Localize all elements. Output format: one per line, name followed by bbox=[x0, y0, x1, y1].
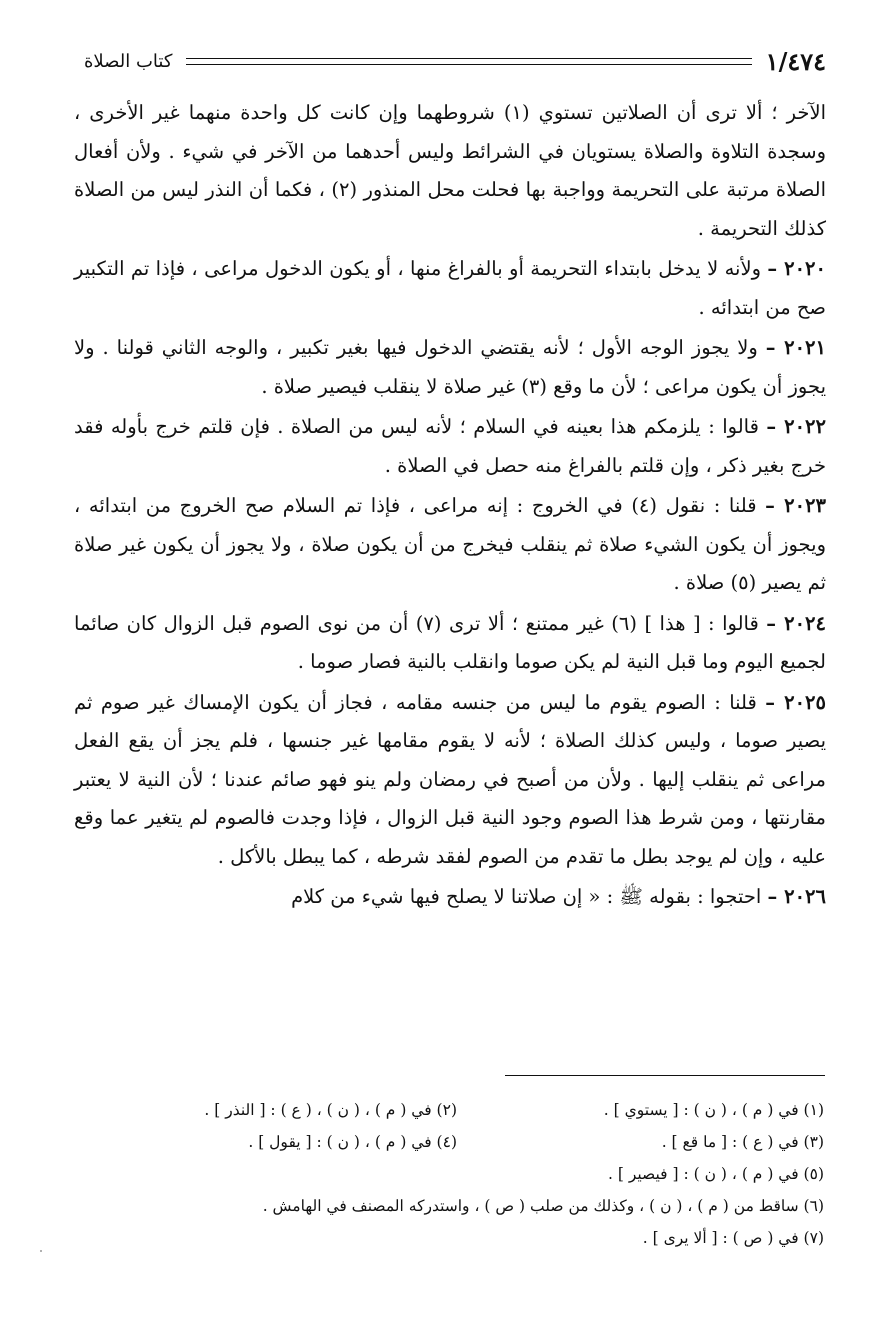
paragraph-text: ولأنه لا يدخل بابتداء التحريمة أو بالفراغ منها ، أو يكون الدخول مراعى ، فإذا تم التكبير صح من ابتدائه . bbox=[74, 257, 826, 319]
footnote-6: (٦) ساقط من ( م ) ، ( ن ) ، وكذلك من صلب ( ص ) ، واستدركه المصنف في الهامش . bbox=[262, 1197, 824, 1215]
paragraph-text: ولا يجوز الوجه الأول ؛ لأنه يقتضي الدخول فيها بغير تكبير ، والوجه الثاني قولنا . ولا يجوز أن يكون مراعى ؛ لأن ما وقع (٣) غير صلاة لا ينقلب فيصير صلاة . bbox=[74, 336, 826, 398]
paragraph-text: قالوا : يلزمكم هذا بعينه في السلام ؛ لأنه ليس من الصلاة . فإن قلتم خرج بأوله فقد خرج بغير ذكر ، وإن قلتم بالفراغ منه حصل في الصلاة . bbox=[74, 415, 826, 477]
paragraph-text: الآخر ؛ ألا ترى أن الصلاتين تستوي (١) شروطهما وإن كانت كل واحدة منهما غير الأخرى ، وسجدة التلاوة والصلاة يستويان في الشرائط وليس أحدهما من الآخر في شيء . ولأن أفعال الصلاة مرتبة على التحريمة وواجبة بها فحلت محل المنذور (٢) ، فكما أن النذر ليس من الصلاة كذلك التحريمة . bbox=[74, 101, 826, 240]
scan-speck bbox=[40, 1250, 42, 1252]
main-text bbox=[74, 94, 826, 919]
page-number: ١/٤٧٤ bbox=[765, 46, 826, 76]
paragraph-number: ٢٠٢٣ – bbox=[765, 494, 826, 517]
paragraph-number: ٢٠٢٦ – bbox=[767, 885, 826, 908]
footnote-1: (١) في ( م ) ، ( ن ) : [ يستوي ] . bbox=[603, 1101, 824, 1119]
footnote-separator bbox=[505, 1075, 825, 1076]
paragraph-number: ٢٠٢٤ – bbox=[766, 611, 827, 635]
footnote-5: (٥) في ( م ) ، ( ن ) : [ فيصير ] . bbox=[608, 1165, 824, 1183]
paragraph bbox=[74, 878, 826, 917]
paragraph bbox=[74, 605, 826, 682]
paragraph bbox=[74, 329, 826, 406]
page-header bbox=[84, 44, 826, 78]
paragraph bbox=[74, 408, 826, 485]
paragraph-number: ٢٠٢٠ – bbox=[767, 257, 826, 280]
paragraph bbox=[74, 250, 826, 327]
paragraph bbox=[74, 684, 826, 877]
paragraph bbox=[74, 487, 826, 603]
footnote-3: (٣) في ( ع ) : [ ما قع ] . bbox=[661, 1133, 824, 1151]
paragraph-number: ٢٠٢١ – bbox=[765, 336, 827, 359]
running-title: كتاب الصلاة bbox=[84, 50, 173, 72]
footnote-row bbox=[90, 1126, 824, 1158]
footnote-4: (٤) في ( م ) ، ( ن ) : [ يقول ] . bbox=[248, 1133, 457, 1151]
paragraph-number: ٢٠٢٢ – bbox=[766, 415, 826, 438]
paragraph-text: قالوا : [ هذا ] (٦) غير ممتنع ؛ ألا ترى (٧) أن من نوى الصوم قبل الزوال كان صائما لجميع اليوم وما قبل النية لم يكن صوما وانقلب بالنية فصار صوما . bbox=[74, 611, 826, 673]
paragraph-text: احتجوا : بقوله ﷺ : « إن صلاتنا لا يصلح فيها شيء من كلام bbox=[291, 885, 762, 908]
paragraph-number: ٢٠٢٥ – bbox=[765, 690, 826, 714]
footnotes bbox=[90, 1094, 824, 1254]
paragraph-text: قلنا : الصوم يقوم ما ليس من جنسه مقامه ، فجاز أن يكون الإمساك غير صوم ثم يصير صوما ، وليس كذلك الصلاة ؛ لأنه لا يقوم مقامها غير جنسها ، فلم يجز أن يقع الفعل مراعى ثم ينقلب إليها . ولأن من أصبح في رمضان ولم ينو فهو صائم عندنا ؛ لأن النية لا يعتبر مقارنتها ، ومن شرط هذا الصوم وجود النية قبل الزوال ، فإذا وجدت فالصوم لم يتغير عما وقع عليه ، وإن لم يوجد بطل ما تقدم من الصوم لفقد شرطه ، كما يبطل بالأكل . bbox=[74, 690, 826, 868]
header-double-rule bbox=[186, 58, 751, 65]
footnote-2: (٢) في ( م ) ، ( ن ) ، ( ع ) : [ النذر ] . bbox=[204, 1101, 457, 1119]
footnote-7: (٧) في ( ص ) : [ ألا يرى ] . bbox=[642, 1229, 824, 1247]
footnote-row bbox=[90, 1094, 824, 1126]
paragraph bbox=[74, 94, 826, 248]
paragraph-text: قلنا : نقول (٤) في الخروج : إنه مراعى ، فإذا تم السلام صح الخروج من ابتدائه ، ويجوز أن يكون الشيء صلاة ثم ينقلب فيخرج من أن يكون صلاة ، ولا يجوز أن يكون غير صلاة ثم يصير (٥) صلاة . bbox=[74, 494, 826, 594]
